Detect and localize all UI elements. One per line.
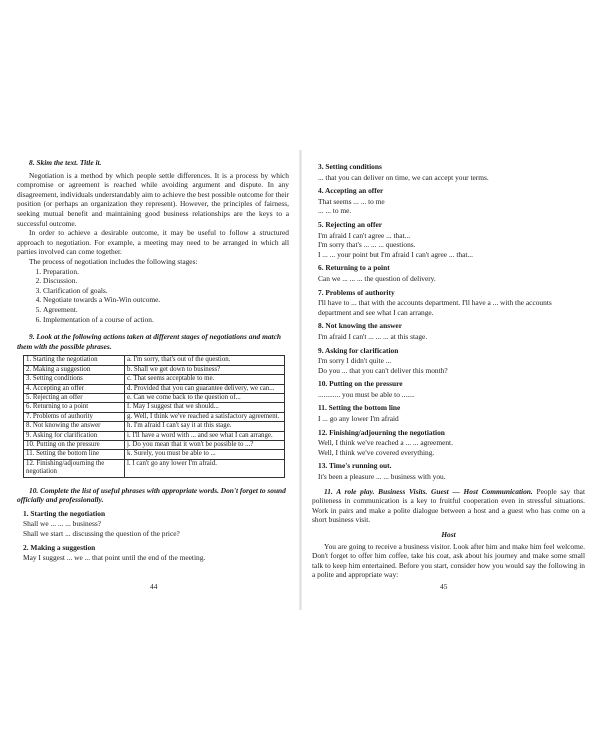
phrase-line: I'm sorry I didn't quite ... <box>318 356 392 366</box>
phrase-cell: k. Surely, you must be able to ... <box>125 450 285 459</box>
action-cell: 8. Not knowing the answer <box>24 422 125 431</box>
phrase-line: Well, I think we've covered everything. <box>318 447 435 457</box>
action-cell: 9. Asking for clarification <box>24 431 125 440</box>
phrase-cell: i. I'll have a word with ... and see what I can arrange. <box>125 431 285 440</box>
book-gutter <box>299 150 302 610</box>
phrase-heading: 4. Accepting an offer <box>318 186 384 196</box>
phrase-line: I'll have to ... that with the accounts department. I'll have a ... with the accounts department and see what I can arrange. <box>318 298 552 317</box>
task-11-title: 11. A role play. Business Visits. Guest — Host Communication. <box>324 486 533 496</box>
phrase-cell: f. May I suggest that we should... <box>125 403 285 412</box>
phrase-heading: 7. Problems of authority <box>318 287 395 297</box>
paragraph-3: The process of negotiation includes the following stages: <box>29 256 198 266</box>
matching-table <box>23 355 285 477</box>
table-row <box>24 375 285 384</box>
phrase-cell: e. Can we come back to the question of... <box>125 393 285 402</box>
stages-list <box>17 267 289 325</box>
action-cell: 12. Finishing/adjourning the negotiation <box>24 459 125 477</box>
phrase-cell: g. Well, I think we've reached a satisfactory agreement. <box>125 412 285 421</box>
stage-item: 3. Clarification of goals. <box>43 286 289 296</box>
phrase-line: I'm afraid I can't agree ... that... <box>318 230 411 240</box>
phrase-cell: a. I'm sorry, that's out of the question. <box>125 356 285 365</box>
phrase-line: ... that you can deliver on time, we can accept your terms. <box>318 172 489 182</box>
phrase-line: Shall we start ... discussing the question of the price? <box>23 528 180 538</box>
phrase-line: Can we ... ... ... the question of delivery. <box>318 273 436 283</box>
phrase-heading: 2. Making a suggestion <box>23 542 96 552</box>
action-cell: 1. Starting the negotiation <box>24 356 125 365</box>
task-9-title: 9. Look at the following actions taken at different stages of negotiations and match them with the possible phrases. <box>17 332 281 351</box>
phrase-cell: d. Provided that you can guarantee delivery, we can... <box>125 384 285 393</box>
action-cell: 5. Rejecting an offer <box>24 393 125 402</box>
phrase-line: ............ you must be able to ....... <box>318 389 415 399</box>
table-row <box>24 422 285 431</box>
action-cell: 10. Putting on the pressure <box>24 440 125 449</box>
action-cell: 4. Accepting an offer <box>24 384 125 393</box>
paragraph-1: Negotiation is a method by which people settle differences. It is a process by which compromise or agreement is reached while avoiding argument and dispute. In any disagreement, individuals understandably aim to achieve the best possible outcome for their position (or perhaps an organization they represent). However, the principles of fairness, seeking mutual benefit and maintaining good business relationships are the keys to a successful outcome. <box>17 170 289 228</box>
table-row <box>24 384 285 393</box>
task-11-block <box>312 487 585 525</box>
table-row <box>24 393 285 402</box>
action-cell: 6. Returning to a point <box>24 403 125 412</box>
phrase-line: I'm sorry that's ... ... ... questions. <box>318 240 416 250</box>
phrase-line: I ... go any lower I'm afraid <box>318 414 399 424</box>
right-page <box>312 158 585 580</box>
phrase-heading: 3. Setting conditions <box>318 162 382 171</box>
phrase-cell: l. I can't go any lower I'm afraid. <box>125 459 285 477</box>
phrase-heading: 13. Time's running out. <box>318 461 392 471</box>
action-cell: 2. Making a suggestion <box>24 365 125 374</box>
phrase-heading: 9. Asking for clarification <box>318 345 399 355</box>
table-row <box>24 450 285 459</box>
phrase-line: It's been a pleasure ... ... business with you. <box>318 472 446 482</box>
stage-item: 4. Negotiate towards a Win-Win outcome. <box>43 295 289 305</box>
phrase-cell: h. I'm afraid I can't say it at this stage. <box>125 422 285 431</box>
phrase-line: ... ... to me. <box>318 206 352 216</box>
phrase-line: Shall we ... ... ... business? <box>23 519 102 529</box>
stage-item: 1. Preparation. <box>43 267 289 277</box>
action-cell: 11. Setting the bottom line <box>24 450 125 459</box>
page-number-right: 45 <box>440 582 448 591</box>
paragraph-2: In order to achieve a desirable outcome, it may be useful to follow a structured approach to negotiation. For example, a meeting may need to be arranged in which all parties involved can come together. <box>17 228 289 257</box>
phrase-heading: 12. Finishing/adjourning the negotiation <box>318 427 445 437</box>
table-row <box>24 365 285 374</box>
host-text: You are going to receive a business visitor. Look after him and make him feel welcome. Don't forget to offer him coffee, take his coat, ask about his journey and make some small talk to keep him entertained. Before you start, consider how you would say the following in a polite and appropriate way: <box>312 541 585 580</box>
right-phrase-items <box>312 162 585 482</box>
left-page <box>17 158 289 563</box>
table-row <box>24 431 285 440</box>
task-8-title: 8. Skim the text. Title it. <box>29 158 102 167</box>
phrase-heading: 10. Putting on the pressure <box>318 379 403 389</box>
phrase-cell: j. Do you mean that it won't be possible to ...? <box>125 440 285 449</box>
phrase-line: That seems ... ... to me <box>318 196 385 206</box>
stage-item: 5. Agreement. <box>43 305 289 315</box>
phrase-heading: 8. Not knowing the answer <box>318 321 402 331</box>
task-10-title: 10. Complete the list of useful phrases with appropriate words. Don't forget to sound officially and professionally. <box>17 485 286 505</box>
table-row <box>24 356 285 365</box>
phrase-heading: 5. Rejecting an offer <box>318 219 383 229</box>
phrase-line: I ... ... your point but I'm afraid I can't agree ... that... <box>318 249 473 259</box>
phrase-heading: 6. Returning to a point <box>318 263 390 273</box>
phrase-line: May I suggest ... we ... that point until the end of the meeting. <box>23 553 206 563</box>
table-row <box>24 412 285 421</box>
phrase-line: Well, I think we've reached a ... ... agreement. <box>318 438 453 448</box>
host-heading: Host <box>441 530 456 539</box>
phrase-heading: 1. Starting the negotiation <box>23 508 106 518</box>
left-phrase-items <box>17 509 289 563</box>
action-cell: 3. Setting conditions <box>24 375 125 384</box>
phrase-cell: c. That seems acceptable to me. <box>125 375 285 384</box>
task-11-text: People say that politeness in communication is a key to fruitful cooperation even in stressful situations. Work in pairs and make a polite dialogue between a host and a guest who has come on a short business visit. <box>312 486 585 525</box>
action-cell: 7. Problems of authority <box>24 412 125 421</box>
table-row <box>24 459 285 477</box>
table-row <box>24 440 285 449</box>
page-number-left: 44 <box>150 582 158 591</box>
phrase-cell: b. Shall we get down to business? <box>125 365 285 374</box>
phrase-line: Do you ... that you can't deliver this month? <box>318 365 448 375</box>
table-row <box>24 403 285 412</box>
phrase-line: I'm afraid I can't ... ... ... at this stage. <box>318 331 428 341</box>
phrase-heading: 11. Setting the bottom line <box>318 403 401 413</box>
stage-item: 6. Implementation of a course of action. <box>43 315 289 325</box>
stage-item: 2. Discussion. <box>43 276 289 286</box>
